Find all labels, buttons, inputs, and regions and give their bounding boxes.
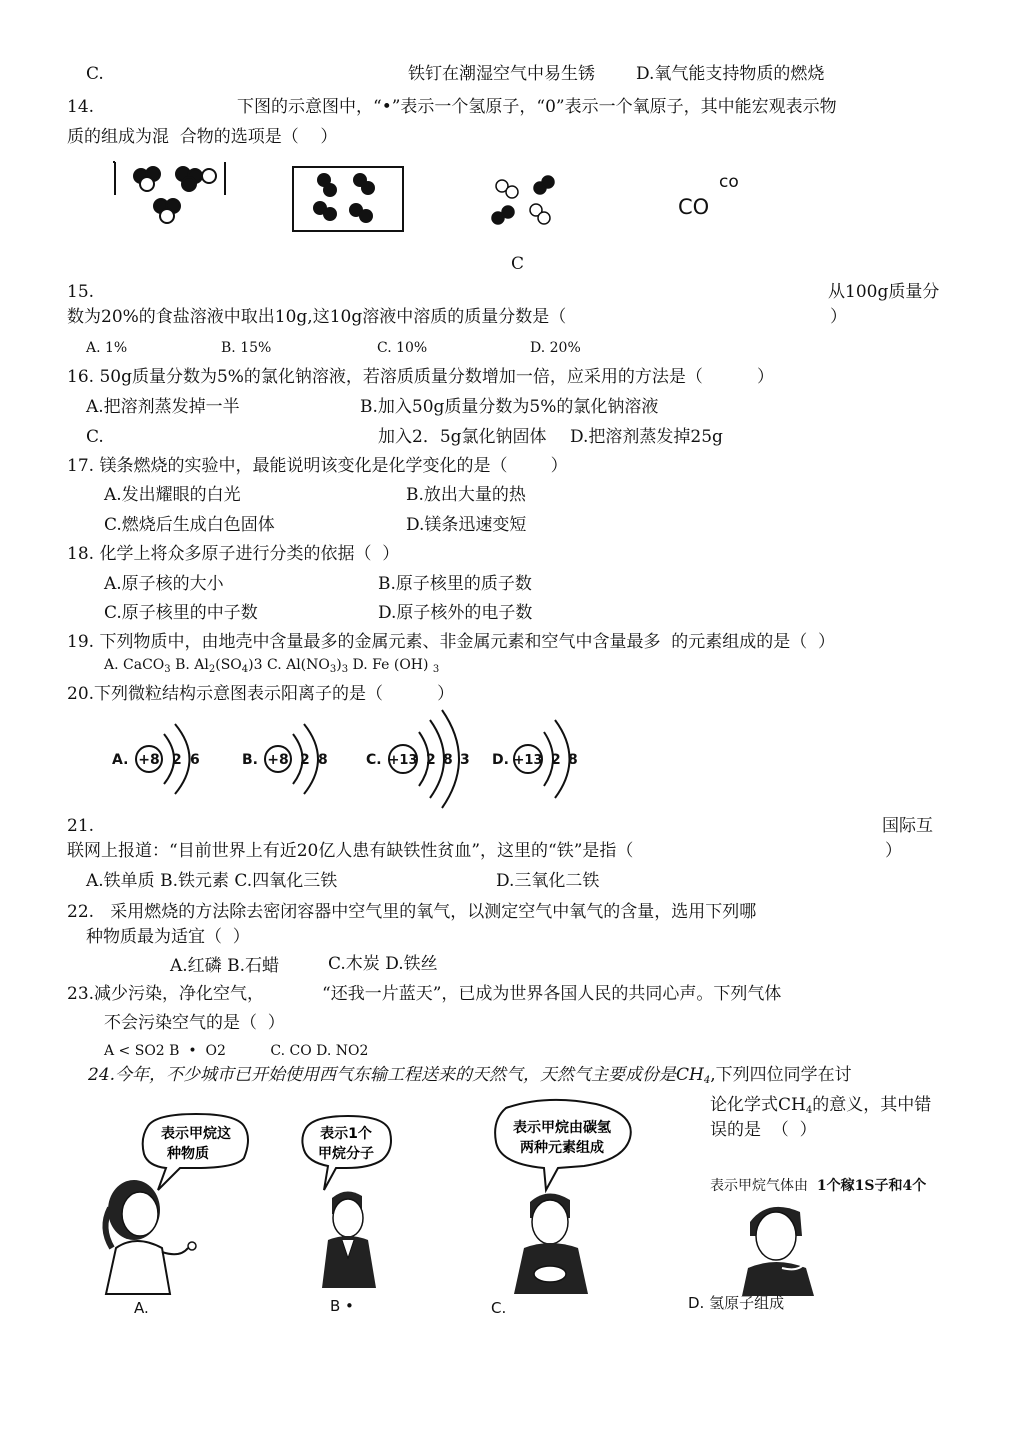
q15-stem-line2: 数为20%的食盐溶液中取出10g,这10g溶液中溶质的质量分数是（ xyxy=(67,307,567,327)
q23-stem-line1b: “还我一片蓝天”，已成为世界各国人民的共同心声。下列气体 xyxy=(322,984,782,1004)
q24-stem-right2: 误的是 （ ） xyxy=(710,1120,817,1140)
q17-stem: 17. 镁条燃烧的实验中，最能说明该变化是化学变化的是（ ） xyxy=(67,456,568,476)
q19-stem: 19. 下列物质中，由地壳中含量最多的金属元素、非金属元素和空气中含量最多 的元素组成的是（ ） xyxy=(67,632,836,652)
q21-option-d: D.三氧化二铁 xyxy=(496,871,600,891)
q16-option-c: 加入2．5g氯化钠固体 xyxy=(378,427,547,447)
q24-student-a xyxy=(105,1180,196,1294)
svg-text:8: 8 xyxy=(318,752,328,768)
q21-close-paren: ） xyxy=(885,841,902,861)
q15-option-b: B. 15% xyxy=(221,340,272,356)
svg-text:2: 2 xyxy=(426,752,436,768)
q16-option-b: B.加入50g质量分数为5%的氯化钠溶液 xyxy=(360,397,659,417)
q14-diagram-d-co-small: co xyxy=(719,172,739,192)
q21-stem-line2: 联网上报道：“目前世界上有近20亿人患有缺铁性贫血”，这里的“铁”是指（ xyxy=(67,841,634,861)
q20-atom-a xyxy=(112,724,200,794)
q21-stem-right: 国际互 xyxy=(882,816,933,836)
svg-text:8: 8 xyxy=(443,752,453,768)
q20-atom-c xyxy=(366,710,470,808)
q23-options: A < SO2 B • O2 C. CO D. NO2 xyxy=(104,1043,369,1059)
svg-text:甲烷分子: 甲烷分子 xyxy=(318,1146,374,1162)
q24-student-d xyxy=(738,1196,828,1296)
q22-stem-line1: 22. 采用燃烧的方法除去密闭容器中空气里的氧气，以测定空气中氧气的含量，选用下列哪 xyxy=(67,902,757,922)
q16-stem: 16. 50g质量分数为5%的氯化钠溶液，若溶质质量分数增加一倍，应采用的方法是（ ） xyxy=(67,367,774,387)
svg-text:2: 2 xyxy=(300,752,310,768)
q20-atom-diagrams xyxy=(112,716,592,816)
q14-diagram-a xyxy=(113,160,228,235)
q23-stem-line1a: 23.减少污染，净化空气， xyxy=(67,984,265,1004)
q17-option-a: A.发出耀眼的白光 xyxy=(104,485,241,505)
q14-number: 14. xyxy=(67,97,95,117)
q21-number: 21. xyxy=(67,816,95,836)
svg-text:表示甲烷由碳氢: 表示甲烷由碳氢 xyxy=(513,1120,611,1136)
q24-student-d-text: 表示甲烷气体由 1个稼1S子和4个 xyxy=(710,1178,927,1194)
q20-atom-b xyxy=(242,724,328,794)
q15-number: 15. xyxy=(67,282,95,302)
svg-text:种物质: 种物质 xyxy=(167,1146,209,1162)
q18-option-d: D.原子核外的电子数 xyxy=(378,603,533,623)
q24-illustration xyxy=(96,1098,656,1298)
q24-bubble-a xyxy=(143,1114,248,1190)
q24-label-c: C. xyxy=(491,1299,507,1317)
q16-option-d: D.把溶剂蒸发掉25g xyxy=(570,427,723,447)
svg-text:+13: +13 xyxy=(513,753,543,768)
q24-label-b: B • xyxy=(330,1297,354,1315)
q17-option-d: D.镁条迅速变短 xyxy=(406,515,527,535)
svg-text:+13: +13 xyxy=(388,753,418,768)
q24-stem-right1: 论化学式$CH_4$的意义，其中错 xyxy=(710,1095,932,1116)
q18-option-c: C.原子核里的中子数 xyxy=(104,603,258,623)
q14-diagram-b xyxy=(292,166,404,232)
svg-text:表示甲烷这: 表示甲烷这 xyxy=(161,1126,231,1142)
q18-option-b: B.原子核里的质子数 xyxy=(378,574,532,594)
q19-options: A. CaCO$_3$ B. $Al_2(SO_4)3$ C. $Al(NO_3)_3$ D. Fe (OH) $_3$ xyxy=(104,657,440,675)
svg-text:两种元素组成: 两种元素组成 xyxy=(520,1140,604,1156)
q15-option-a: A. 1% xyxy=(86,340,128,356)
q14-label-c: C xyxy=(511,254,525,274)
q13-option-c-letter: C. xyxy=(86,64,104,84)
q24-stem-line1: 24.今年，不少城市已开始使用西气东输工程送来的天然气，天然气主要成份是$CH_4$,下列四位同学在讨 xyxy=(88,1065,852,1086)
svg-text:D.: D. xyxy=(492,752,509,768)
q15-stem-right: 从100g质量分 xyxy=(828,282,940,302)
q18-option-a: A.原子核的大小 xyxy=(104,574,224,594)
q17-option-b: B.放出大量的热 xyxy=(406,485,526,505)
q24-student-c xyxy=(514,1193,588,1294)
q14-diagram-c xyxy=(486,172,566,232)
q15-option-d: D. 20% xyxy=(530,340,581,356)
q13-option-c-text: 铁钉在潮湿空气中易生锈 xyxy=(408,64,595,84)
q18-stem: 18. 化学上将众多原子进行分类的依据（ ） xyxy=(67,544,400,564)
svg-text:A.: A. xyxy=(112,752,129,768)
q24-bubble-c xyxy=(495,1100,631,1190)
svg-text:3: 3 xyxy=(460,752,470,768)
q20-stem: 20.下列微粒结构示意图表示阳离子的是（ ） xyxy=(67,684,455,704)
q16-option-c-letter: C. xyxy=(86,427,104,447)
q14-stem-line1: 下图的示意图中，“•”表示一个氢原子，“0”表示一个氧原子，其中能宏观表示物 xyxy=(237,97,837,117)
q20-atom-d xyxy=(492,720,578,798)
q24-bubble-b xyxy=(302,1116,391,1190)
q24-student-b xyxy=(322,1191,376,1288)
q16-option-a: A.把溶剂蒸发掉一半 xyxy=(86,397,240,417)
svg-text:B.: B. xyxy=(242,752,258,768)
svg-text:2: 2 xyxy=(551,752,561,768)
q24-label-a: A. xyxy=(134,1299,149,1317)
q17-option-c: C.燃烧后生成白色固体 xyxy=(104,515,275,535)
q14-stem-line2: 质的组成为混 合物的选项是（ ） xyxy=(67,127,338,147)
q15-close-paren: ） xyxy=(830,307,847,327)
q22-options-ab: A.红磷 B.石蜡 xyxy=(170,956,279,976)
svg-text:表示1个: 表示1个 xyxy=(320,1126,372,1142)
svg-text:+8: +8 xyxy=(138,752,160,768)
q21-options-abc: A.铁单质 B.铁元素 C.四氧化三铁 xyxy=(86,871,338,891)
svg-text:C.: C. xyxy=(366,752,382,768)
q13-option-d: D.氧气能支持物质的燃烧 xyxy=(636,64,825,84)
q14-diagram-d-co-large: CO xyxy=(678,195,710,219)
q15-option-c: C. 10% xyxy=(377,340,428,356)
q22-stem-line2: 种物质最为适宜（ ） xyxy=(86,927,250,947)
svg-text:2: 2 xyxy=(172,752,182,768)
q22-options-cd: C.木炭 D.铁丝 xyxy=(328,954,438,974)
svg-text:6: 6 xyxy=(190,752,200,768)
q24-label-d: D. 氢原子组成 xyxy=(688,1294,785,1312)
svg-text:+8: +8 xyxy=(267,752,289,768)
svg-text:8: 8 xyxy=(568,752,578,768)
q23-stem-line2: 不会污染空气的是（ ） xyxy=(104,1013,285,1033)
